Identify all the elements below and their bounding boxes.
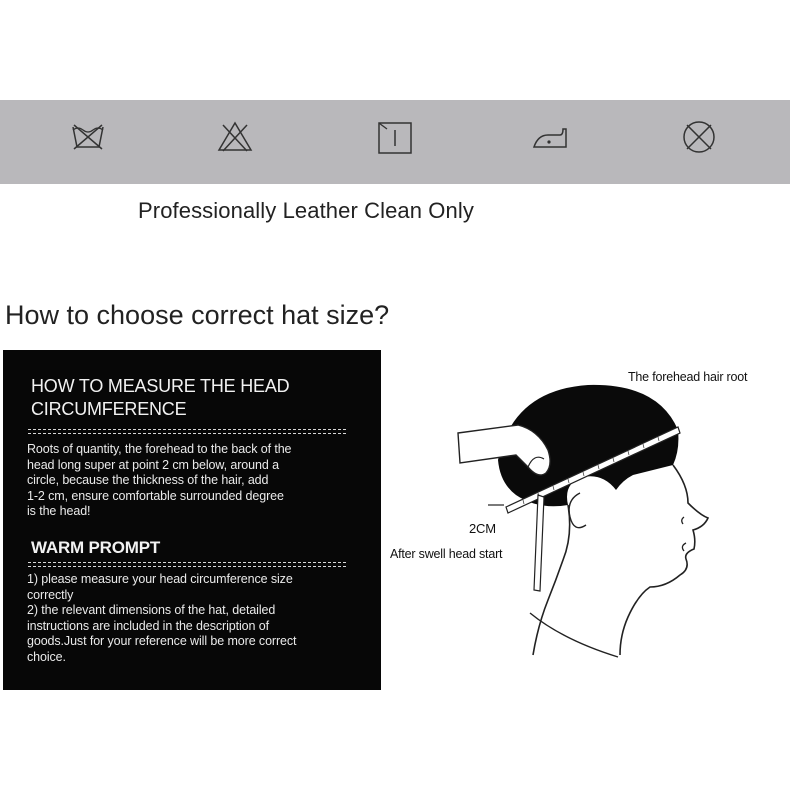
no-dry-clean-icon — [679, 117, 719, 157]
care-symbols-band — [0, 100, 790, 184]
iron-icon — [530, 117, 570, 157]
divider — [28, 566, 346, 567]
no-tumble-dry-icon — [375, 117, 415, 157]
forehead-label: The forehead hair root — [628, 370, 748, 384]
no-wash-icon — [68, 117, 108, 157]
divider — [28, 433, 346, 434]
care-caption: Professionally Leather Clean Only — [138, 198, 474, 223]
warm-prompt-heading: WARM PROMPT — [31, 538, 161, 557]
tape-end — [534, 495, 544, 591]
measure-heading-line1: HOW TO MEASURE THE HEAD — [31, 376, 290, 396]
divider — [28, 562, 346, 563]
mouth — [682, 543, 686, 551]
measure-heading-line2: CIRCUMFERENCE — [31, 399, 187, 419]
measure-heading — [31, 375, 361, 421]
eye — [682, 517, 684, 524]
cm-label: 2CM — [469, 521, 496, 536]
face-profile — [620, 465, 708, 655]
divider — [28, 429, 346, 430]
warm-prompt-text: 1) please measure your head circumference size correctly 2) the relevant dimensions of the hat, detailed instructions are included in the description of goods.Just for your reference will be more correct choice. — [27, 572, 297, 664]
shoulder — [530, 613, 618, 657]
head-measure-illustration — [388, 355, 788, 675]
section-title: How to choose correct hat size? — [5, 300, 390, 330]
swell-label: After swell head start — [390, 547, 503, 561]
instruction-panel — [3, 350, 381, 690]
no-bleach-icon — [215, 117, 255, 157]
measure-instructions: Roots of quantity, the forehead to the back of the head long super at point 2 cm below, around a circle, because the thickness of the hair, add 1-2 cm, ensure comfortable surrounded degree is the head! — [27, 442, 292, 518]
ear — [569, 493, 586, 528]
